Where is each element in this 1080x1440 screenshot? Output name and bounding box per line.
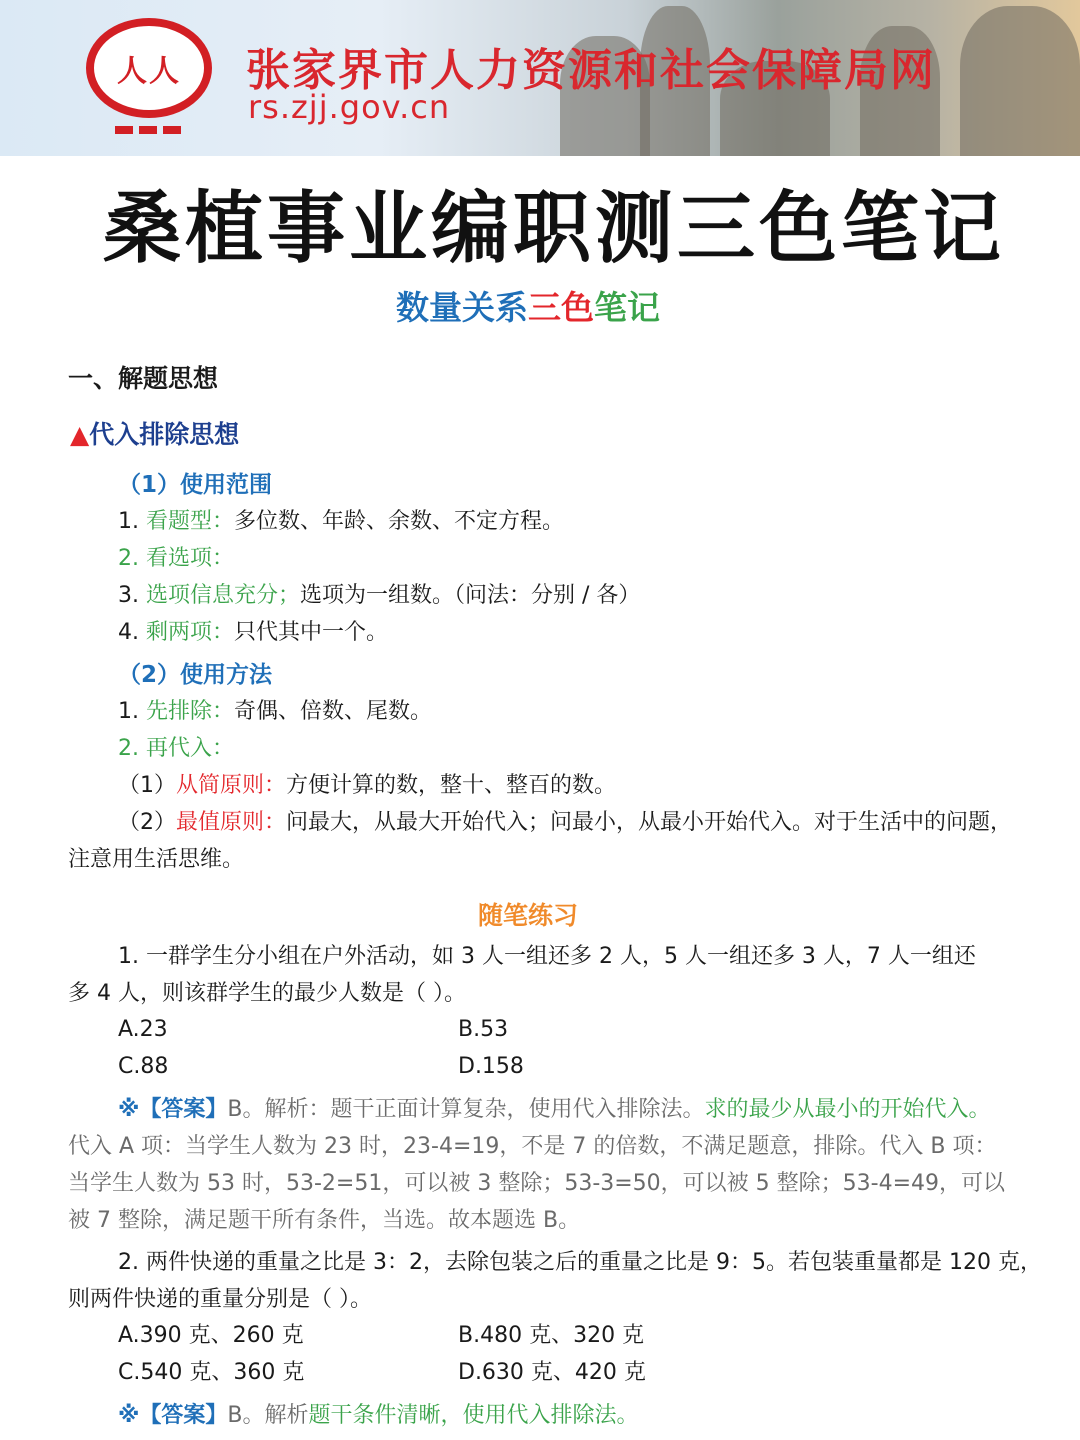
- subtitle-part3: 笔记: [594, 288, 660, 327]
- usage-method-heading: （2）使用方法: [118, 662, 273, 688]
- q1-answer-line: 当学生人数为 53 时，53-2=51，可以被 3 整除；53-3=50，可以被 5 整除；53-4=49，可以: [68, 1171, 1006, 1196]
- list-item: 1. 看题型：多位数、年龄、余数、不定方程。: [118, 509, 565, 534]
- question-2-stem-cont: 则两件快递的重量分别是（ ）。: [68, 1287, 372, 1312]
- list-item: 4. 剩两项：只代其中一个。: [118, 620, 389, 645]
- list-subitem-continued: 注意用生活思维。: [68, 847, 245, 872]
- list-item: 2. 看选项：: [118, 546, 234, 571]
- q2-option-d: D.630 克、420 克: [458, 1360, 646, 1385]
- answer-label: ※【答案】: [118, 1097, 228, 1122]
- q2-answer: ※【答案】B。解析题干条件清晰，使用代入排除法。: [118, 1403, 639, 1428]
- q2-option-c: C.540 克、360 克: [118, 1360, 305, 1385]
- logo-emblem: 人人: [117, 54, 181, 89]
- q1-option-c: C.88: [118, 1054, 169, 1079]
- site-url: rs.zjj.gov.cn: [248, 88, 451, 126]
- section-heading: 一、解题思想: [68, 364, 219, 393]
- q1-answer: ※【答案】B。解析：题干正面计算复杂，使用代入排除法。求的最少从最小的开始代入。: [118, 1097, 991, 1122]
- answer-label: ※【答案】: [118, 1403, 228, 1428]
- subtitle-part1: 数量关系: [396, 288, 528, 327]
- subsection-label: 代入排除思想: [89, 420, 240, 449]
- question-1-stem: 1. 一群学生分小组在户外活动，如 3 人一组还多 2 人，5 人一组还多 3 人，7 人一组还: [118, 944, 976, 969]
- q1-answer-line: 被 7 整除，满足题干所有条件，当选。故本题选 B。: [68, 1208, 581, 1233]
- site-name: 张家界市人力资源和社会保障局网: [246, 45, 936, 96]
- list-item: 3. 选项信息充分；选项为一组数。（问法：分别 / 各）: [118, 583, 641, 608]
- question-1-stem-cont: 多 4 人，则该群学生的最少人数是（ ）。: [68, 981, 466, 1006]
- q2-option-b: B.480 克、320 克: [458, 1323, 645, 1348]
- q1-option-b: B.53: [458, 1017, 509, 1042]
- q1-option-d: D.158: [458, 1054, 524, 1079]
- q1-answer-line: 代入 A 项：当学生人数为 23 时，23-4=19，不是 7 的倍数，不满足题意，排除。代入 B 项：: [68, 1134, 997, 1159]
- practice-heading: 随笔练习: [477, 901, 578, 930]
- q2-option-a: A.390 克、260 克: [118, 1323, 304, 1348]
- subtitle-part2: 三色: [528, 288, 594, 327]
- list-item: 1. 先排除：奇偶、倍数、尾数。: [118, 699, 433, 724]
- q1-option-a: A.23: [118, 1017, 168, 1042]
- question-2-stem: 2. 两件快递的重量之比是 3：2，去除包装之后的重量之比是 9：5。若包装重量都是 120 克，: [118, 1250, 1042, 1275]
- list-item: 2. 再代入：: [118, 736, 234, 761]
- list-subitem: （1）从简原则：方便计算的数，整十、整百的数。: [118, 773, 617, 798]
- site-banner: [0, 0, 1080, 156]
- subsection-heading: [70, 420, 239, 450]
- page-title: 桑植事业编职测三色笔记: [102, 184, 1005, 274]
- list-subitem: （2）最值原则：问最大，从最大开始代入；问最小，从最小开始代入。对于生活中的问题，: [118, 810, 1013, 835]
- triangle-icon: ▲: [70, 420, 90, 449]
- page-subtitle: [0, 282, 1056, 329]
- bureau-logo: [86, 18, 212, 118]
- logo-ribbon: [112, 122, 184, 138]
- usage-range-heading: （1）使用范围: [118, 472, 273, 498]
